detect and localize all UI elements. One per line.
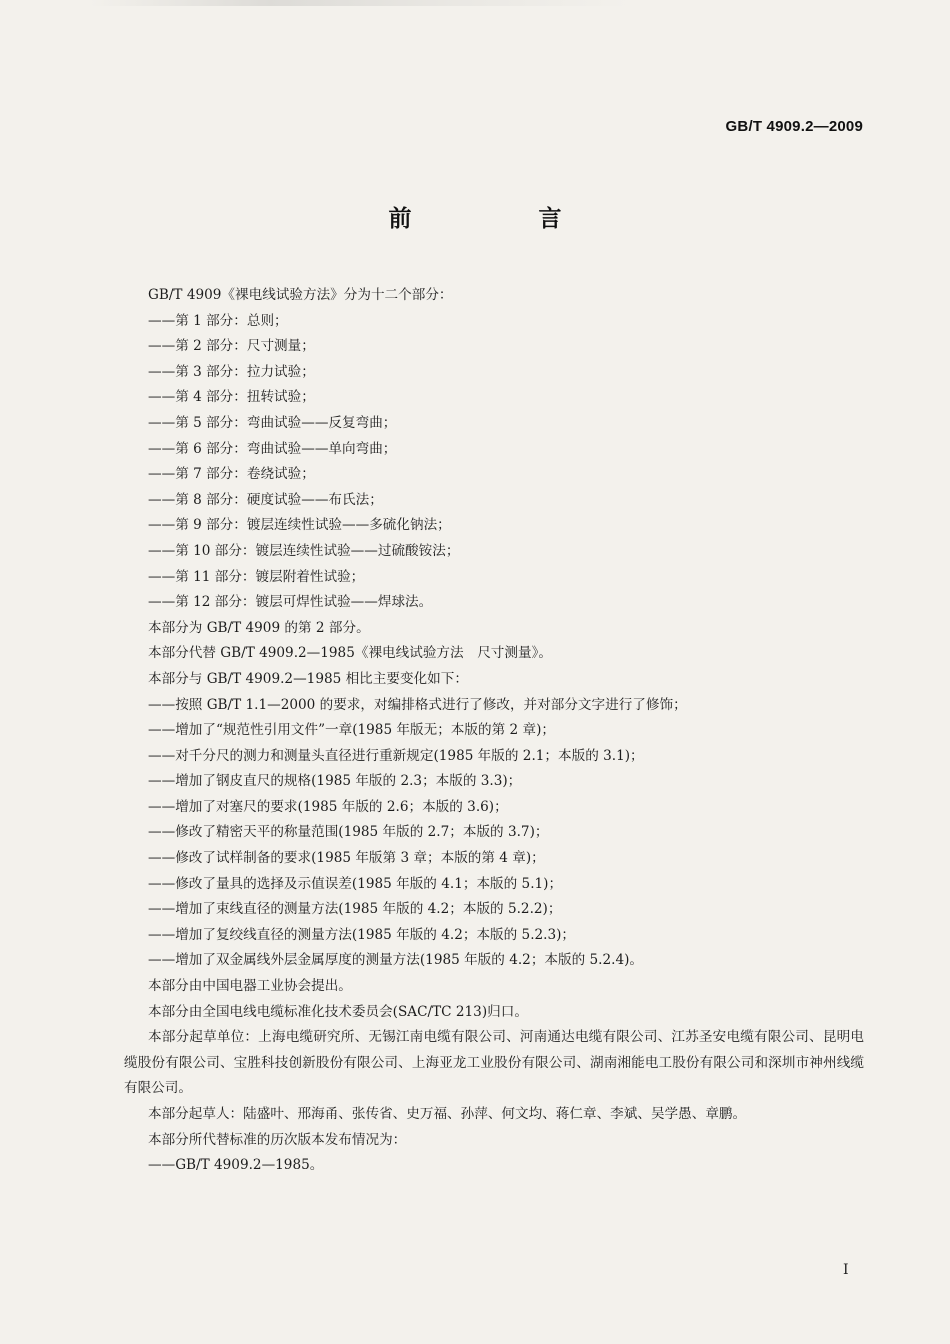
list-item-change: ——修改了试样制备的要求(1985 年版第 3 章；本版的第 4 章)； [148, 850, 545, 867]
list-item-part-8: ——第 8 部分：硬度试验——布氏法； [148, 491, 383, 508]
list-item-change: ——增加了复绞线直径的测量方法(1985 年版的 4.2；本版的 5.2.3)； [148, 926, 576, 943]
foreword-body [124, 283, 864, 1179]
list-item-part-10: ——第 10 部分：镀层连续性试验——过硫酸铵法； [148, 542, 460, 559]
page-number: I [843, 1262, 849, 1278]
list-item-change: ——增加了束线直径的测量方法(1985 年版的 4.2；本版的 5.2.2)； [148, 901, 562, 918]
list-item-change: ——增加了钢皮直尺的规格(1985 年版的 2.3；本版的 3.3)； [148, 773, 522, 790]
list-item-part-5: ——第 5 部分：弯曲试验——反复弯曲； [148, 414, 397, 431]
page-title: 前 言 [388, 206, 614, 232]
paragraph-proposed-by: 本部分由中国电器工业协会提出。 [148, 978, 352, 995]
list-item-change: ——增加了“规范性引用文件”一章(1985 年版无；本版的第 2 章)； [148, 722, 555, 739]
document-code: GB/T 4909.2—2009 [725, 118, 863, 135]
paragraph-drafting-units: 本部分起草单位：上海电缆研究所、无锡江南电缆有限公司、河南通达电缆有限公司、江苏圣安电缆有限公司、昆明电缆股份有限公司、宝胜科技创新股份有限公司、上海亚龙工业股份有限公司、湖南湘能电工股份有限公司和深圳市神州线缆有限公司。 [124, 1029, 864, 1097]
paragraph-drafters: 本部分起草人：陆盛叶、邢海甬、张传省、史万福、孙萍、何文均、蒋仁章、李斌、吴学愚、章鹏。 [148, 1106, 747, 1122]
list-item-part-12: ——第 12 部分：镀层可焊性试验——焊球法。 [148, 594, 433, 611]
list-item-change: ——修改了精密天平的称量范围(1985 年版的 2.7；本版的 3.7)； [148, 824, 549, 841]
paragraph-replaces: 本部分代替 GB/T 4909.2—1985《裸电线试验方法 尺寸测量》。 [148, 645, 552, 662]
list-item-part-4: ——第 4 部分：扭转试验； [148, 389, 315, 406]
list-item-part-11: ——第 11 部分：镀层附着性试验； [148, 568, 365, 585]
list-item-change: ——修改了量具的选择及示值误差(1985 年版的 4.1；本版的 5.1)； [148, 875, 563, 892]
paragraph-changes-intro: 本部分与 GB/T 4909.2—1985 相比主要变化如下： [148, 670, 468, 687]
paragraph-intro: GB/T 4909《裸电线试验方法》分为十二个部分： [148, 287, 453, 303]
list-item-part-2: ——第 2 部分：尺寸测量； [148, 338, 315, 355]
paragraph-part-statement: 本部分为 GB/T 4909 的第 2 部分。 [148, 619, 370, 636]
list-item-part-9: ——第 9 部分：镀层连续性试验——多硫化钠法； [148, 517, 451, 534]
list-item-part-7: ——第 7 部分：卷绕试验； [148, 466, 315, 483]
list-item-part-3: ——第 3 部分：拉力试验； [148, 363, 315, 380]
scan-edge-shadow [90, 0, 630, 6]
paragraph-history-intro: 本部分所代替标准的历次版本发布情况为： [148, 1131, 407, 1148]
list-item-change: ——增加了对塞尺的要求(1985 年版的 2.6；本版的 3.6)； [148, 798, 508, 815]
list-item-change: ——对千分尺的测力和测量头直径进行重新规定(1985 年版的 2.1；本版的 3.1)； [148, 747, 644, 764]
paragraph-technical-committee: 本部分由全国电线电缆标准化技术委员会(SAC/TC 213)归口。 [148, 1003, 528, 1020]
list-item-change: ——按照 GB/T 1.1—2000 的要求，对编排格式进行了修改，并对部分文字进行了修饰； [148, 696, 687, 713]
list-item-history: ——GB/T 4909.2—1985。 [148, 1157, 324, 1174]
list-item-part-1: ——第 1 部分：总则； [148, 312, 288, 329]
list-item-change: ——增加了双金属线外层金属厚度的测量方法(1985 年版的 4.2；本版的 5.2.4)。 [148, 952, 643, 969]
list-item-part-6: ——第 6 部分：弯曲试验——单向弯曲； [148, 440, 397, 457]
